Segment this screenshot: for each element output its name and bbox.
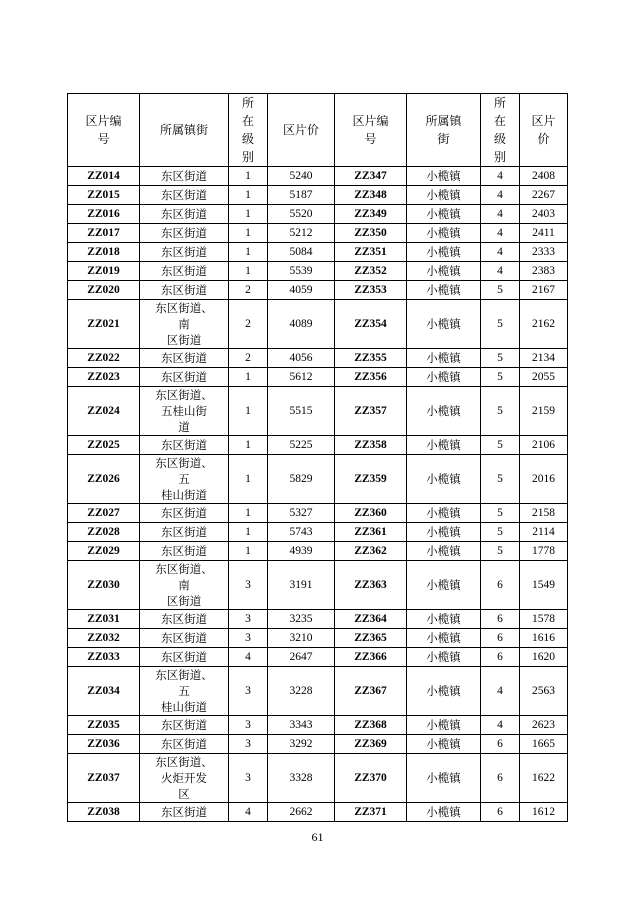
table-row xyxy=(68,648,568,667)
right-zone-code: ZZ351 xyxy=(335,243,407,262)
table-row xyxy=(68,224,568,243)
right-zone-price: 1549 xyxy=(520,561,568,610)
table-row xyxy=(68,610,568,629)
left-zone-code: ZZ033 xyxy=(68,648,140,667)
table-row xyxy=(68,561,568,610)
table-row xyxy=(68,716,568,735)
right-level: 6 xyxy=(481,629,520,648)
right-town-street: 小榄镇 xyxy=(407,735,481,754)
right-level: 5 xyxy=(481,281,520,300)
right-zone-code: ZZ368 xyxy=(335,716,407,735)
left-zone-code: ZZ031 xyxy=(68,610,140,629)
left-town-street: 东区街道 xyxy=(140,735,229,754)
right-zone-price: 1620 xyxy=(520,648,568,667)
left-zone-price: 5539 xyxy=(268,262,335,281)
left-town-street: 东区街道、 五 桂山街道 xyxy=(140,667,229,716)
left-zone-price: 5212 xyxy=(268,224,335,243)
right-zone-price: 1622 xyxy=(520,754,568,803)
header-town-street: 所属镇街 xyxy=(140,94,229,167)
right-zone-code: ZZ354 xyxy=(335,300,407,349)
right-town-street: 小榄镇 xyxy=(407,667,481,716)
right-town-street: 小榄镇 xyxy=(407,542,481,561)
right-level: 5 xyxy=(481,504,520,523)
left-zone-code: ZZ018 xyxy=(68,243,140,262)
table-row xyxy=(68,262,568,281)
left-zone-code: ZZ026 xyxy=(68,455,140,504)
right-zone-code: ZZ360 xyxy=(335,504,407,523)
right-level: 5 xyxy=(481,349,520,368)
right-zone-price: 2134 xyxy=(520,349,568,368)
table-row xyxy=(68,629,568,648)
right-zone-code: ZZ367 xyxy=(335,667,407,716)
left-zone-code: ZZ030 xyxy=(68,561,140,610)
right-zone-price: 2267 xyxy=(520,186,568,205)
left-zone-price: 5225 xyxy=(268,436,335,455)
left-zone-price: 2647 xyxy=(268,648,335,667)
left-level: 4 xyxy=(229,648,268,667)
left-zone-price: 5327 xyxy=(268,504,335,523)
right-level: 4 xyxy=(481,243,520,262)
left-level: 1 xyxy=(229,542,268,561)
right-zone-price: 1612 xyxy=(520,803,568,822)
right-zone-price: 2055 xyxy=(520,368,568,387)
left-zone-price: 4089 xyxy=(268,300,335,349)
left-zone-price: 5084 xyxy=(268,243,335,262)
table-row xyxy=(68,167,568,186)
left-town-street: 东区街道、 五桂山街 道 xyxy=(140,387,229,436)
left-level: 1 xyxy=(229,262,268,281)
header-town-street-right: 所属镇 街 xyxy=(407,94,481,167)
left-town-street: 东区街道 xyxy=(140,542,229,561)
right-zone-price: 2623 xyxy=(520,716,568,735)
right-zone-code: ZZ347 xyxy=(335,167,407,186)
right-zone-price: 2411 xyxy=(520,224,568,243)
left-zone-price: 3210 xyxy=(268,629,335,648)
right-zone-code: ZZ348 xyxy=(335,186,407,205)
left-town-street: 东区街道 xyxy=(140,349,229,368)
left-level: 1 xyxy=(229,224,268,243)
right-zone-price: 2016 xyxy=(520,455,568,504)
right-town-street: 小榄镇 xyxy=(407,523,481,542)
left-level: 1 xyxy=(229,436,268,455)
right-level: 4 xyxy=(481,167,520,186)
right-town-street: 小榄镇 xyxy=(407,205,481,224)
left-town-street: 东区街道 xyxy=(140,186,229,205)
left-zone-price: 5520 xyxy=(268,205,335,224)
right-town-street: 小榄镇 xyxy=(407,648,481,667)
right-zone-code: ZZ358 xyxy=(335,436,407,455)
right-town-street: 小榄镇 xyxy=(407,561,481,610)
right-town-street: 小榄镇 xyxy=(407,436,481,455)
right-town-street: 小榄镇 xyxy=(407,243,481,262)
right-zone-code: ZZ362 xyxy=(335,542,407,561)
left-zone-price: 3191 xyxy=(268,561,335,610)
right-level: 6 xyxy=(481,561,520,610)
right-zone-code: ZZ357 xyxy=(335,387,407,436)
left-zone-price: 5743 xyxy=(268,523,335,542)
left-town-street: 东区街道 xyxy=(140,224,229,243)
left-zone-code: ZZ038 xyxy=(68,803,140,822)
right-zone-code: ZZ355 xyxy=(335,349,407,368)
table-row xyxy=(68,803,568,822)
table-row xyxy=(68,436,568,455)
left-zone-code: ZZ029 xyxy=(68,542,140,561)
land-price-table xyxy=(67,93,568,822)
right-zone-code: ZZ363 xyxy=(335,561,407,610)
left-town-street: 东区街道 xyxy=(140,205,229,224)
table-row xyxy=(68,387,568,436)
left-level: 3 xyxy=(229,735,268,754)
left-zone-price: 3235 xyxy=(268,610,335,629)
left-town-street: 东区街道 xyxy=(140,368,229,387)
left-zone-code: ZZ034 xyxy=(68,667,140,716)
left-town-street: 东区街道、 南 区街道 xyxy=(140,300,229,349)
left-town-street: 东区街道 xyxy=(140,167,229,186)
right-level: 5 xyxy=(481,300,520,349)
left-zone-price: 4056 xyxy=(268,349,335,368)
left-zone-price: 4939 xyxy=(268,542,335,561)
left-level: 3 xyxy=(229,561,268,610)
right-zone-code: ZZ370 xyxy=(335,754,407,803)
right-zone-code: ZZ352 xyxy=(335,262,407,281)
left-zone-code: ZZ024 xyxy=(68,387,140,436)
right-level: 5 xyxy=(481,455,520,504)
right-zone-code: ZZ365 xyxy=(335,629,407,648)
table-row xyxy=(68,300,568,349)
right-town-street: 小榄镇 xyxy=(407,803,481,822)
left-zone-price: 5187 xyxy=(268,186,335,205)
left-level: 1 xyxy=(229,504,268,523)
left-zone-code: ZZ032 xyxy=(68,629,140,648)
left-zone-code: ZZ021 xyxy=(68,300,140,349)
right-level: 6 xyxy=(481,648,520,667)
right-level: 6 xyxy=(481,754,520,803)
right-zone-code: ZZ366 xyxy=(335,648,407,667)
right-zone-code: ZZ350 xyxy=(335,224,407,243)
table-row xyxy=(68,368,568,387)
table-row xyxy=(68,667,568,716)
left-zone-price: 3343 xyxy=(268,716,335,735)
right-zone-price: 2106 xyxy=(520,436,568,455)
left-zone-code: ZZ019 xyxy=(68,262,140,281)
left-zone-code: ZZ035 xyxy=(68,716,140,735)
left-level: 3 xyxy=(229,610,268,629)
left-zone-code: ZZ020 xyxy=(68,281,140,300)
table-row xyxy=(68,523,568,542)
left-level: 2 xyxy=(229,300,268,349)
left-zone-code: ZZ023 xyxy=(68,368,140,387)
left-town-street: 东区街道 xyxy=(140,436,229,455)
right-zone-code: ZZ371 xyxy=(335,803,407,822)
left-zone-code: ZZ028 xyxy=(68,523,140,542)
right-town-street: 小榄镇 xyxy=(407,167,481,186)
left-town-street: 东区街道 xyxy=(140,716,229,735)
left-town-street: 东区街道 xyxy=(140,262,229,281)
table-row xyxy=(68,504,568,523)
header-zone-price: 区片价 xyxy=(268,94,335,167)
left-level: 1 xyxy=(229,186,268,205)
left-zone-code: ZZ027 xyxy=(68,504,140,523)
left-level: 3 xyxy=(229,716,268,735)
header-zone-price-right: 区片 价 xyxy=(520,94,568,167)
left-level: 3 xyxy=(229,754,268,803)
right-level: 4 xyxy=(481,224,520,243)
right-town-street: 小榄镇 xyxy=(407,455,481,504)
right-town-street: 小榄镇 xyxy=(407,387,481,436)
left-level: 1 xyxy=(229,205,268,224)
right-town-street: 小榄镇 xyxy=(407,754,481,803)
right-level: 6 xyxy=(481,610,520,629)
table-row xyxy=(68,455,568,504)
right-town-street: 小榄镇 xyxy=(407,629,481,648)
right-level: 4 xyxy=(481,667,520,716)
left-town-street: 东区街道、 火炬开发 区 xyxy=(140,754,229,803)
left-town-street: 东区街道 xyxy=(140,523,229,542)
right-town-street: 小榄镇 xyxy=(407,262,481,281)
left-level: 3 xyxy=(229,629,268,648)
right-zone-price: 2403 xyxy=(520,205,568,224)
table-row xyxy=(68,735,568,754)
table-row xyxy=(68,349,568,368)
table-row xyxy=(68,754,568,803)
left-town-street: 东区街道 xyxy=(140,629,229,648)
table-row xyxy=(68,281,568,300)
right-zone-price: 1778 xyxy=(520,542,568,561)
right-zone-price: 2333 xyxy=(520,243,568,262)
left-level: 1 xyxy=(229,243,268,262)
left-zone-code: ZZ016 xyxy=(68,205,140,224)
right-zone-code: ZZ369 xyxy=(335,735,407,754)
right-level: 4 xyxy=(481,262,520,281)
right-zone-price: 2158 xyxy=(520,504,568,523)
right-town-street: 小榄镇 xyxy=(407,224,481,243)
left-zone-price: 4059 xyxy=(268,281,335,300)
left-zone-code: ZZ025 xyxy=(68,436,140,455)
right-level: 4 xyxy=(481,205,520,224)
table-row xyxy=(68,542,568,561)
left-town-street: 东区街道、 南 区街道 xyxy=(140,561,229,610)
table-row xyxy=(68,186,568,205)
left-level: 1 xyxy=(229,387,268,436)
left-zone-price: 5515 xyxy=(268,387,335,436)
right-zone-price: 2162 xyxy=(520,300,568,349)
left-zone-code: ZZ017 xyxy=(68,224,140,243)
right-zone-code: ZZ359 xyxy=(335,455,407,504)
right-town-street: 小榄镇 xyxy=(407,716,481,735)
right-level: 5 xyxy=(481,523,520,542)
right-zone-price: 2167 xyxy=(520,281,568,300)
table-row xyxy=(68,243,568,262)
right-town-street: 小榄镇 xyxy=(407,368,481,387)
right-zone-price: 2159 xyxy=(520,387,568,436)
header-level-right: 所 在 级 别 xyxy=(481,94,520,167)
table-header-row xyxy=(68,94,568,167)
right-level: 4 xyxy=(481,186,520,205)
left-town-street: 东区街道 xyxy=(140,281,229,300)
left-zone-price: 3328 xyxy=(268,754,335,803)
right-zone-price: 2114 xyxy=(520,523,568,542)
right-town-street: 小榄镇 xyxy=(407,504,481,523)
left-town-street: 东区街道 xyxy=(140,648,229,667)
right-town-street: 小榄镇 xyxy=(407,300,481,349)
right-zone-price: 1665 xyxy=(520,735,568,754)
left-level: 1 xyxy=(229,167,268,186)
right-zone-price: 1616 xyxy=(520,629,568,648)
header-zone-code: 区片编 号 xyxy=(68,94,140,167)
left-zone-price: 3228 xyxy=(268,667,335,716)
right-level: 6 xyxy=(481,735,520,754)
left-zone-price: 3292 xyxy=(268,735,335,754)
left-zone-price: 2662 xyxy=(268,803,335,822)
left-level: 1 xyxy=(229,523,268,542)
right-town-street: 小榄镇 xyxy=(407,186,481,205)
right-level: 5 xyxy=(481,387,520,436)
right-zone-code: ZZ349 xyxy=(335,205,407,224)
right-zone-price: 2563 xyxy=(520,667,568,716)
left-zone-code: ZZ014 xyxy=(68,167,140,186)
header-zone-code-right: 区片编 号 xyxy=(335,94,407,167)
left-town-street: 东区街道 xyxy=(140,504,229,523)
right-level: 4 xyxy=(481,716,520,735)
right-town-street: 小榄镇 xyxy=(407,349,481,368)
left-zone-price: 5612 xyxy=(268,368,335,387)
left-town-street: 东区街道 xyxy=(140,610,229,629)
table-row xyxy=(68,205,568,224)
left-level: 2 xyxy=(229,349,268,368)
left-town-street: 东区街道 xyxy=(140,803,229,822)
left-level: 3 xyxy=(229,667,268,716)
header-level: 所 在 级 别 xyxy=(229,94,268,167)
left-zone-code: ZZ036 xyxy=(68,735,140,754)
left-zone-code: ZZ037 xyxy=(68,754,140,803)
right-zone-code: ZZ361 xyxy=(335,523,407,542)
left-level: 1 xyxy=(229,455,268,504)
right-zone-code: ZZ353 xyxy=(335,281,407,300)
right-level: 6 xyxy=(481,803,520,822)
left-zone-code: ZZ015 xyxy=(68,186,140,205)
right-level: 5 xyxy=(481,436,520,455)
right-zone-code: ZZ356 xyxy=(335,368,407,387)
left-zone-price: 5240 xyxy=(268,167,335,186)
right-zone-price: 2383 xyxy=(520,262,568,281)
right-zone-price: 1578 xyxy=(520,610,568,629)
right-level: 5 xyxy=(481,542,520,561)
left-level: 4 xyxy=(229,803,268,822)
right-zone-price: 2408 xyxy=(520,167,568,186)
table-body xyxy=(68,167,568,822)
right-zone-code: ZZ364 xyxy=(335,610,407,629)
left-zone-price: 5829 xyxy=(268,455,335,504)
left-zone-code: ZZ022 xyxy=(68,349,140,368)
left-town-street: 东区街道、 五 桂山街道 xyxy=(140,455,229,504)
left-level: 2 xyxy=(229,281,268,300)
right-town-street: 小榄镇 xyxy=(407,610,481,629)
right-level: 5 xyxy=(481,368,520,387)
right-town-street: 小榄镇 xyxy=(407,281,481,300)
page-number: 61 xyxy=(311,830,324,844)
left-town-street: 东区街道 xyxy=(140,243,229,262)
left-level: 1 xyxy=(229,368,268,387)
